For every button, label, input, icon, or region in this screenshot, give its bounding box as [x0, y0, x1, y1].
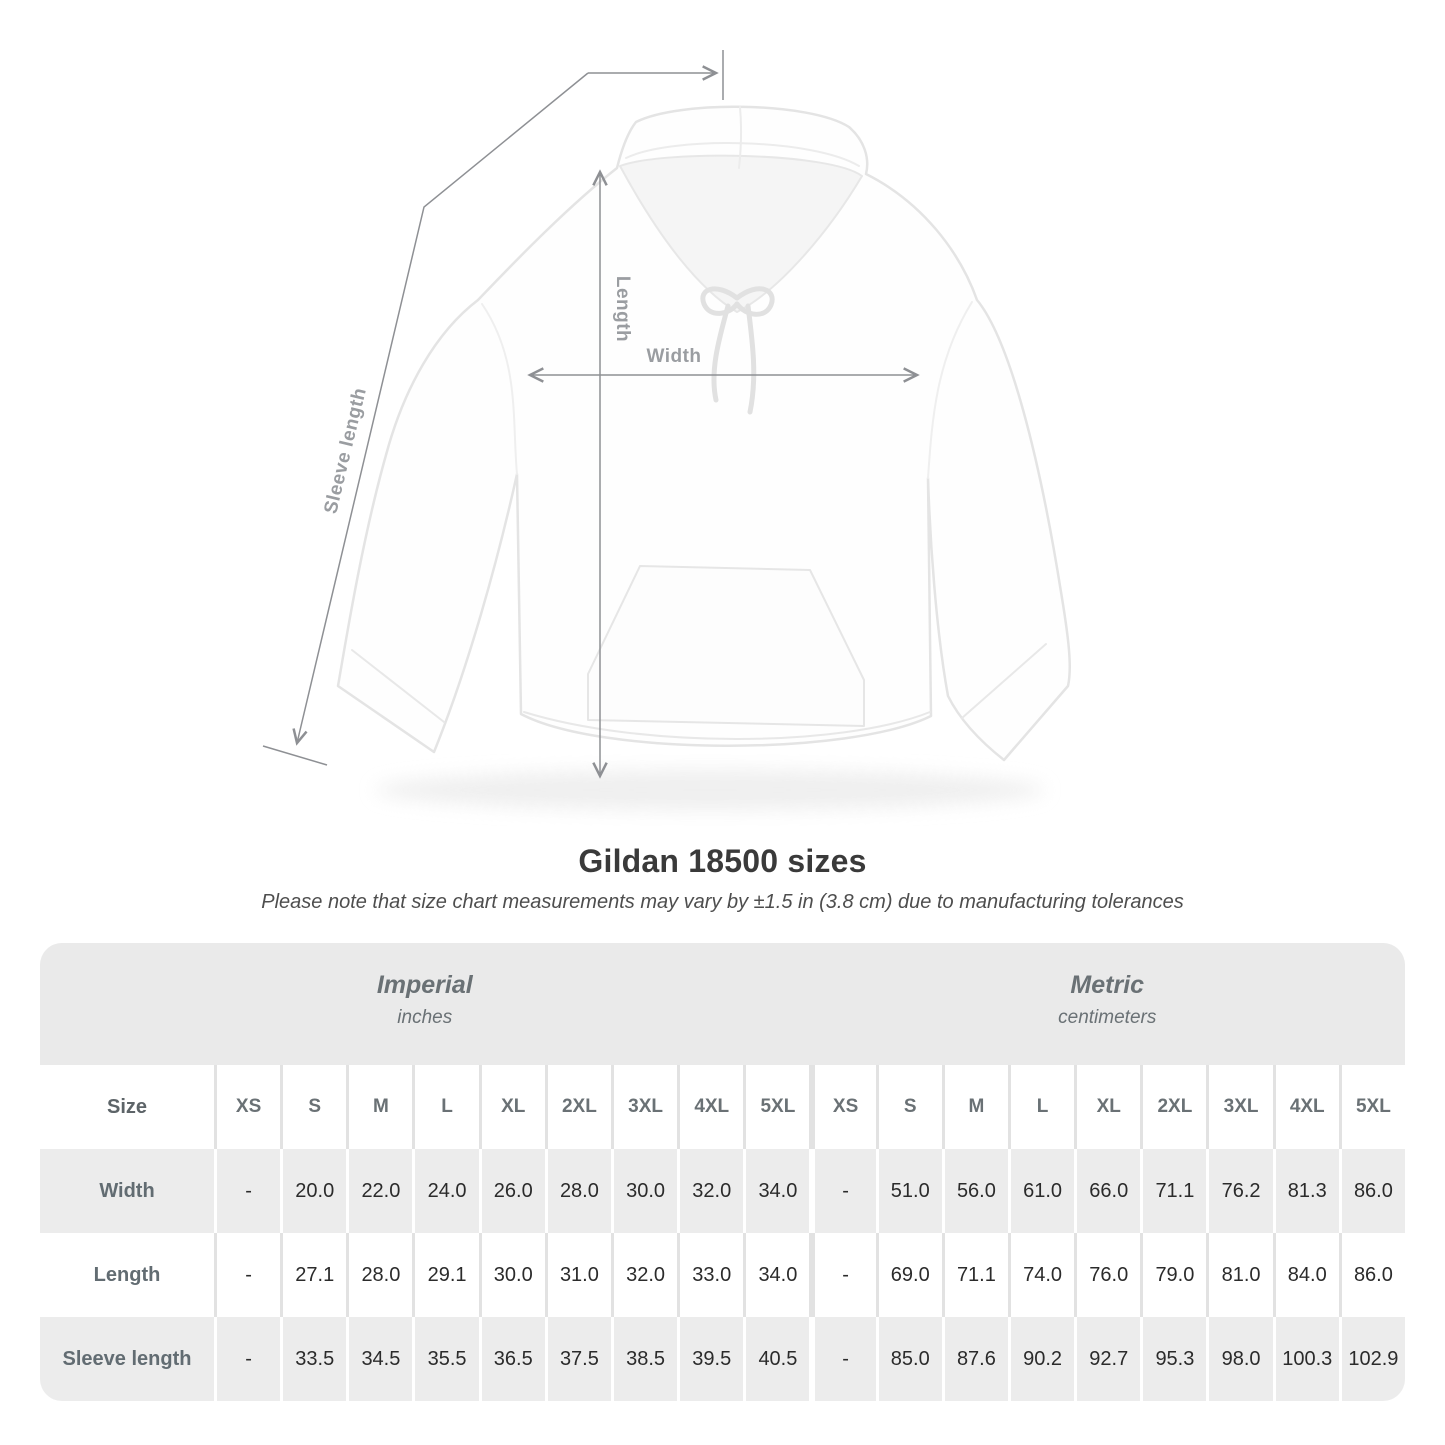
- size-value: 71.1: [1140, 1149, 1206, 1233]
- size-value: 22.0: [346, 1149, 412, 1233]
- size-value: 51.0: [876, 1149, 942, 1233]
- size-value: 28.0: [545, 1149, 611, 1233]
- size-value: 37.5: [545, 1317, 611, 1401]
- table-row: [40, 1149, 1405, 1233]
- size-value: 26.0: [479, 1149, 545, 1233]
- size-value: 56.0: [942, 1149, 1008, 1233]
- size-value: 71.1: [942, 1233, 1008, 1317]
- size-header-row: [40, 1065, 1405, 1149]
- imperial-unit: inches: [397, 1007, 453, 1028]
- row-label: Width: [99, 1179, 155, 1202]
- size-value: -: [214, 1317, 280, 1401]
- metric-unit: centimeters: [1058, 1007, 1157, 1028]
- page-title: Gildan 18500 sizes: [578, 843, 867, 879]
- row-label: Sleeve length: [62, 1347, 192, 1370]
- size-col-header: 5XL: [1339, 1065, 1405, 1149]
- size-value: 28.0: [346, 1233, 412, 1317]
- size-value: 20.0: [280, 1149, 346, 1233]
- size-value: 87.6: [942, 1317, 1008, 1401]
- size-value: 40.5: [743, 1317, 809, 1401]
- size-corner-header: Size: [106, 1095, 148, 1118]
- size-value: 36.5: [479, 1317, 545, 1401]
- size-col-header: M: [942, 1065, 1008, 1149]
- size-col-header: S: [876, 1065, 942, 1149]
- size-col-header: XL: [1074, 1065, 1140, 1149]
- size-value: 100.3: [1273, 1317, 1339, 1401]
- size-value: 32.0: [677, 1149, 743, 1233]
- row-label: Length: [93, 1263, 161, 1286]
- size-value: 76.0: [1074, 1233, 1140, 1317]
- size-value: 86.0: [1339, 1233, 1405, 1317]
- table-row: [40, 1317, 1405, 1401]
- size-value: 35.5: [412, 1317, 478, 1401]
- size-value: 81.3: [1273, 1149, 1339, 1233]
- size-value: 27.1: [280, 1233, 346, 1317]
- size-value: 69.0: [876, 1233, 942, 1317]
- metric-title: Metric: [1070, 971, 1145, 999]
- size-value: -: [809, 1317, 875, 1401]
- size-value: 92.7: [1074, 1317, 1140, 1401]
- size-value: 76.2: [1206, 1149, 1272, 1233]
- imperial-header: [40, 943, 810, 1065]
- size-value: 61.0: [1008, 1149, 1074, 1233]
- size-value: -: [809, 1149, 875, 1233]
- unit-header-band: [40, 943, 1405, 1065]
- size-value: 24.0: [412, 1149, 478, 1233]
- size-value: 34.0: [743, 1233, 809, 1317]
- size-col-header: 4XL: [677, 1065, 743, 1149]
- size-value: 39.5: [677, 1317, 743, 1401]
- tolerance-note: Please note that size chart measurements may vary by ±1.5 in (3.8 cm) due to manufacturing tolerances: [261, 891, 1184, 913]
- garment-shadow: [375, 770, 1045, 810]
- size-value: 31.0: [545, 1233, 611, 1317]
- metric-header: [810, 943, 1406, 1065]
- size-value: 29.1: [412, 1233, 478, 1317]
- size-col-header: M: [346, 1065, 412, 1149]
- size-value: 95.3: [1140, 1317, 1206, 1401]
- size-value: 102.9: [1339, 1317, 1405, 1401]
- size-table: [40, 943, 1405, 1401]
- size-value: -: [214, 1149, 280, 1233]
- width-label: Width: [646, 346, 702, 367]
- size-col-header: L: [1008, 1065, 1074, 1149]
- size-col-header: XS: [214, 1065, 280, 1149]
- title-block: [0, 843, 1445, 914]
- size-value: 90.2: [1008, 1317, 1074, 1401]
- size-value: 81.0: [1206, 1233, 1272, 1317]
- size-value: 84.0: [1273, 1233, 1339, 1317]
- size-value: 33.0: [677, 1233, 743, 1317]
- size-value: 32.0: [611, 1233, 677, 1317]
- size-col-header: 2XL: [1140, 1065, 1206, 1149]
- size-value: 98.0: [1206, 1317, 1272, 1401]
- size-col-header: 3XL: [611, 1065, 677, 1149]
- table-body: [40, 1149, 1405, 1401]
- imperial-title: Imperial: [376, 971, 473, 999]
- size-value: -: [809, 1233, 875, 1317]
- size-col-header: 4XL: [1273, 1065, 1339, 1149]
- size-value: -: [214, 1233, 280, 1317]
- size-col-header: 3XL: [1206, 1065, 1272, 1149]
- size-value: 30.0: [611, 1149, 677, 1233]
- cuff-tick: [263, 746, 327, 765]
- size-col-header: L: [412, 1065, 478, 1149]
- size-value: 38.5: [611, 1317, 677, 1401]
- size-value: 33.5: [280, 1317, 346, 1401]
- size-value: 34.5: [346, 1317, 412, 1401]
- sleeve-length-label: Sleeve length: [320, 385, 371, 516]
- size-col-header: XL: [479, 1065, 545, 1149]
- length-label: Length: [612, 275, 633, 343]
- size-col-header: 2XL: [545, 1065, 611, 1149]
- size-col-header: XS: [809, 1065, 875, 1149]
- size-value: 79.0: [1140, 1233, 1206, 1317]
- size-value: 66.0: [1074, 1149, 1140, 1233]
- size-col-header: 5XL: [743, 1065, 809, 1149]
- size-value: 85.0: [876, 1317, 942, 1401]
- size-col-header: S: [280, 1065, 346, 1149]
- size-value: 30.0: [479, 1233, 545, 1317]
- size-value: 86.0: [1339, 1149, 1405, 1233]
- table-row: [40, 1233, 1405, 1317]
- size-value: 34.0: [743, 1149, 809, 1233]
- size-value: 74.0: [1008, 1233, 1074, 1317]
- hoodie-illustration: [338, 107, 1070, 760]
